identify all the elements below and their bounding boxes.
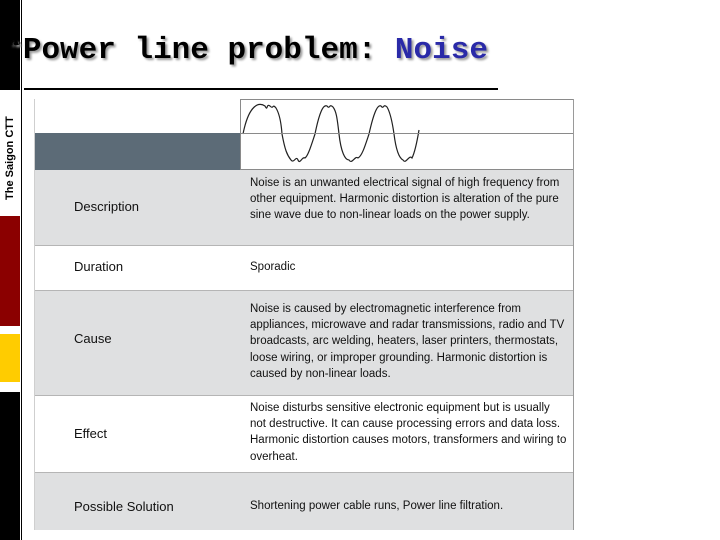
table-row — [34, 473, 574, 530]
table-row — [34, 396, 574, 473]
accent-bar-bottom — [0, 392, 20, 540]
accent-bar-red — [0, 216, 20, 326]
title-bullet-icon: ❧ — [10, 34, 21, 54]
table-row — [34, 246, 574, 291]
header-band — [34, 133, 240, 170]
title-prefix: Power line problem: — [22, 33, 395, 68]
row-label: Possible Solution — [74, 499, 174, 514]
row-label: Duration — [74, 259, 124, 274]
side-divider — [21, 0, 22, 540]
row-text: Noise is caused by electromagnetic interference from appliances, microwave and radar transmissions, radio and TV broadcasts, arc welding, heaters, laser printers, thermostats, loose wiring, or improper grounding. Harmonic distortion is caused by non-linear loads. — [250, 303, 565, 380]
power-problem-table — [34, 99, 574, 530]
side-label: The Saigon CTT — [4, 116, 16, 200]
noisy-sine-wave-icon — [241, 100, 573, 169]
title-rule — [24, 88, 498, 90]
row-text: Noise disturbs sensitive electronic equipment but is usually not destructive. It can cause processing errors and data loss. Harmonic distortion causes motors, transformers and wiring to overheat. — [250, 402, 567, 463]
row-label: Cause — [74, 331, 112, 346]
slide-title — [10, 32, 488, 72]
accent-bar-yellow — [0, 334, 20, 382]
table-row — [34, 170, 574, 246]
row-label: Effect — [74, 426, 108, 441]
row-text: Noise is an unwanted electrical signal of high frequency from other equipment. Harmonic distortion is alteration of the pure sine wave due to non-linear loads on the power supply. — [250, 177, 560, 222]
title-accent: Noise — [394, 33, 488, 68]
table-row — [34, 291, 574, 396]
header-divider — [240, 133, 574, 134]
row-label: Description — [74, 199, 140, 214]
row-text: Sporadic — [250, 261, 296, 273]
waveform-panel — [240, 99, 574, 170]
row-text: Shortening power cable runs, Power line filtration. — [250, 500, 504, 512]
